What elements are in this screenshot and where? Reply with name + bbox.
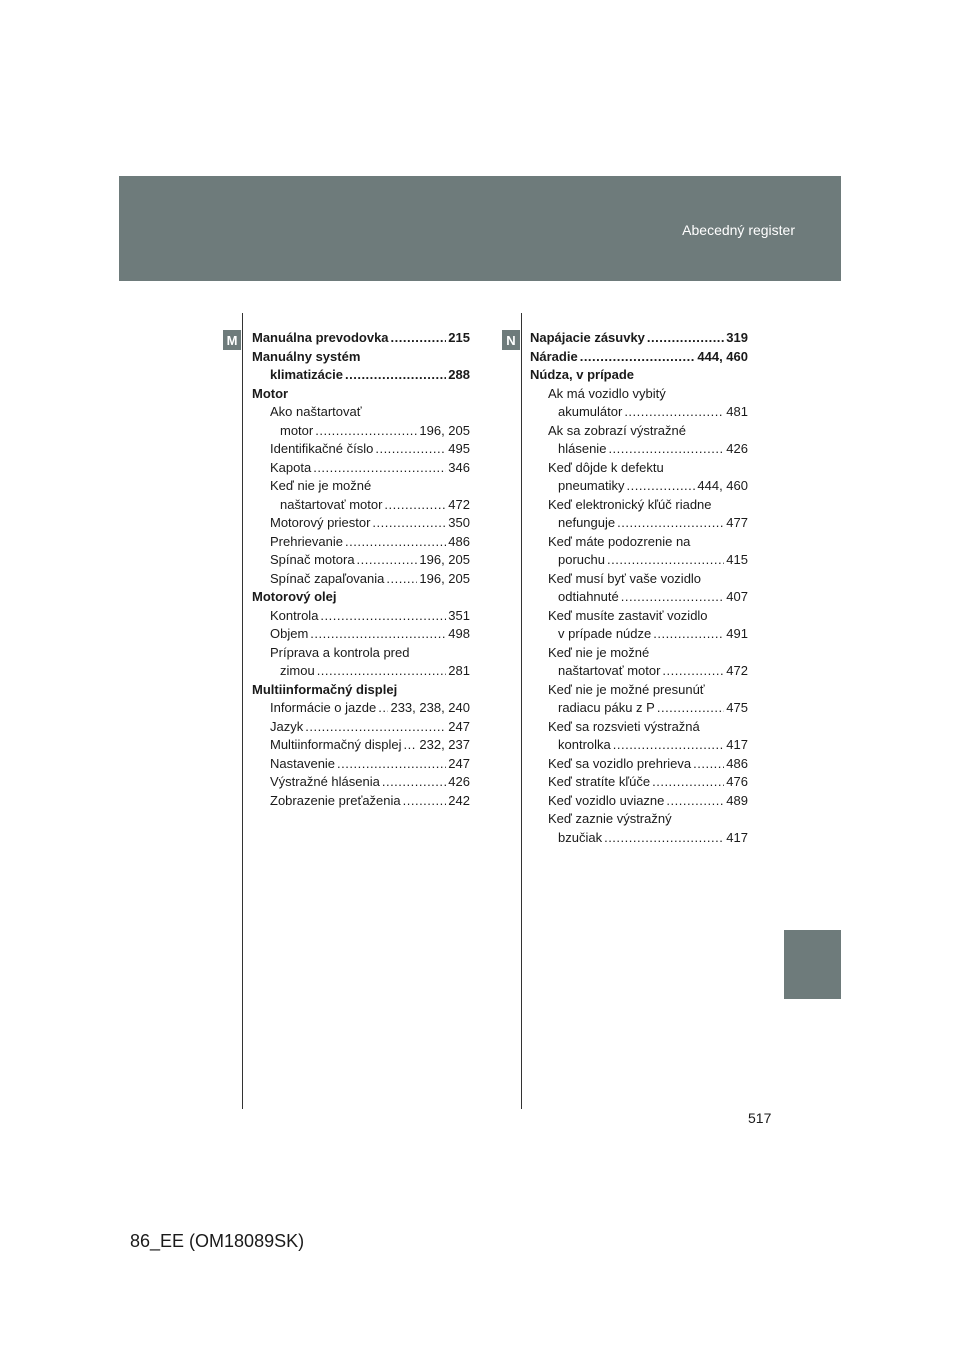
- index-entry-term: Spínač zapaľovania: [270, 570, 385, 586]
- index-entry-term: Motorový priestor: [270, 515, 371, 530]
- index-entry-pages: 350: [448, 515, 470, 530]
- column-divider-left: [242, 313, 243, 1109]
- dot-leader: [657, 699, 724, 718]
- index-entry-term: poruchu: [558, 552, 605, 567]
- dot-leader: [652, 773, 724, 792]
- index-entry: [530, 588, 748, 607]
- index-entry-term: Zobrazenie preťaženia: [270, 792, 401, 808]
- index-entry-pages: 489: [726, 792, 748, 808]
- index-entry: [530, 477, 748, 496]
- index-entry-term: Keď sa rozsvieti výstražná: [548, 718, 700, 734]
- index-entry-term: Kontrola: [270, 607, 319, 623]
- index-entry-term: nefunguje: [558, 515, 616, 530]
- index-entry: [252, 514, 470, 533]
- index-entry: [252, 366, 470, 385]
- index-entry: [530, 755, 748, 774]
- dot-leader: [391, 329, 447, 348]
- index-entry-term: odtiahnuté: [558, 589, 619, 604]
- index-entry-term: Keď nie je možné presunúť: [548, 681, 705, 697]
- index-entry-pages: 426: [726, 441, 748, 456]
- index-entry-pages: 481: [726, 404, 748, 419]
- index-entry-term: hlásenie: [558, 441, 607, 456]
- dot-leader: [626, 477, 695, 496]
- document-code: 86_EE (OM18089SK): [130, 1231, 305, 1251]
- dot-leader: [621, 588, 725, 607]
- index-entry-term: Ak má vozidlo vybitý: [548, 385, 666, 401]
- index-entry-term: Informácie o jazde: [270, 700, 377, 715]
- dot-leader: [315, 422, 417, 441]
- index-entry: [530, 810, 748, 829]
- thumb-tab: [784, 930, 841, 999]
- index-entry-term: Keď elektronický kľúč riadne: [548, 496, 712, 512]
- index-entry: [252, 773, 470, 792]
- index-entry: [252, 755, 470, 774]
- dot-leader: [662, 662, 724, 681]
- letter-marker-n: N: [502, 330, 520, 350]
- index-entry: [252, 422, 470, 441]
- dot-leader: [345, 366, 446, 385]
- dot-leader: [378, 699, 388, 718]
- index-entry: [530, 681, 748, 700]
- index-entry: [252, 681, 470, 700]
- index-entry-pages: 477: [726, 515, 748, 530]
- index-entry: [530, 644, 748, 663]
- index-entry-term: Multiinformačný displej: [270, 737, 402, 752]
- index-entry: [252, 329, 470, 348]
- index-entry: [530, 829, 748, 848]
- index-entry-term: Náradie: [530, 348, 578, 364]
- index-entry-pages: 242: [448, 792, 470, 808]
- header-band: [119, 176, 841, 281]
- page-number: 517: [748, 1110, 772, 1126]
- index-entry: [530, 385, 748, 404]
- index-entry-term: Prehrievanie: [270, 533, 343, 549]
- index-entry: [530, 440, 748, 459]
- index-entry-term: bzučiak: [558, 829, 603, 845]
- index-entry-term: motor: [280, 422, 314, 438]
- index-entry: [530, 459, 748, 478]
- index-entry: [530, 533, 748, 552]
- letter-marker-m: M: [223, 330, 241, 350]
- index-entry-pages: 346: [448, 459, 470, 475]
- index-entry: [530, 736, 748, 755]
- dot-leader: [384, 496, 446, 515]
- index-entry-term: klimatizácie: [270, 367, 343, 382]
- index-entry-pages: 417: [726, 829, 748, 845]
- index-entry-pages: 444, 460: [697, 348, 748, 364]
- index-entry: [530, 625, 748, 644]
- section-title: Abecedný register: [682, 222, 795, 238]
- index-entry: [252, 718, 470, 737]
- index-entry-pages: 491: [726, 626, 748, 641]
- index-entry: [530, 366, 748, 385]
- index-entry-term: Objem: [270, 626, 309, 641]
- index-entry-pages: 476: [726, 774, 748, 789]
- index-entry-term: Manuálna prevodovka: [252, 330, 389, 345]
- dot-leader: [404, 736, 418, 755]
- index-entry-pages: 472: [726, 663, 748, 678]
- index-entry-pages: 196, 205: [419, 552, 470, 567]
- index-entry: [252, 570, 470, 589]
- dot-leader: [357, 551, 418, 570]
- index-entry: [252, 644, 470, 663]
- index-entry: [530, 514, 748, 533]
- dot-leader: [624, 403, 724, 422]
- index-entry: [252, 607, 470, 626]
- index-entry-term: zimou: [280, 663, 315, 678]
- index-entry-pages: 281: [448, 663, 470, 678]
- index-entry: [252, 662, 470, 681]
- index-entry-pages: 247: [448, 755, 470, 771]
- index-entry-term: Manuálny systém: [252, 348, 361, 364]
- index-entry: [530, 348, 748, 367]
- index-entry-term: Keď nie je možné: [548, 644, 650, 660]
- index-entry: [530, 570, 748, 589]
- index-entry-term: Keď dôjde k defektu: [548, 459, 664, 475]
- index-entry-term: Keď musíte zastaviť vozidlo: [548, 607, 708, 623]
- index-entry-term: Keď máte podozrenie na: [548, 533, 691, 549]
- index-entry-pages: 486: [448, 533, 470, 549]
- index-entry-term: Keď musí byť vaše vozidlo: [548, 570, 702, 586]
- index-entry: [252, 551, 470, 570]
- index-entry-pages: 215: [448, 330, 470, 345]
- dot-leader: [313, 459, 446, 478]
- dot-leader: [305, 718, 446, 737]
- index-entry-term: Príprava a kontrola pred: [270, 644, 410, 660]
- index-entry-term: pneumatiky: [558, 478, 625, 493]
- dot-leader: [647, 329, 724, 348]
- index-entry-pages: 407: [726, 589, 748, 604]
- dot-leader: [375, 440, 446, 459]
- dot-leader: [386, 570, 417, 589]
- index-entry-pages: 444, 460: [697, 478, 748, 493]
- index-entry: [252, 477, 470, 496]
- index-entry-pages: 475: [726, 700, 748, 715]
- index-entry-term: akumulátor: [558, 404, 623, 419]
- index-entry: [530, 551, 748, 570]
- index-entry-pages: 196, 205: [419, 422, 470, 438]
- index-entry-pages: 319: [726, 330, 748, 345]
- index-entry-pages: 417: [726, 737, 748, 752]
- dot-leader: [345, 533, 446, 552]
- index-entry-term: Motor: [252, 385, 289, 401]
- dot-leader: [403, 792, 447, 811]
- index-entry: [530, 329, 748, 348]
- dot-leader: [608, 440, 724, 459]
- dot-leader: [382, 773, 446, 792]
- index-entry: [530, 607, 748, 626]
- index-entry: [252, 385, 470, 404]
- index-entry: [252, 348, 470, 367]
- index-entry-pages: 486: [726, 755, 748, 771]
- dot-leader: [604, 829, 724, 848]
- index-entry-term: Keď sa vozidlo prehrieva: [548, 755, 692, 771]
- index-entry-term: kontrolka: [558, 737, 611, 752]
- index-entry-term: Keď vozidlo uviazne: [548, 792, 665, 808]
- dot-leader: [613, 736, 725, 755]
- dot-leader: [607, 551, 724, 570]
- index-entry: [252, 792, 470, 811]
- index-entry-pages: 495: [448, 441, 470, 456]
- index-entry: [530, 403, 748, 422]
- index-entry: [252, 496, 470, 515]
- index-entry-term: Nastavenie: [270, 755, 336, 771]
- index-entry: [530, 699, 748, 718]
- index-entry-term: Núdza, v prípade: [530, 367, 635, 382]
- index-entry: [530, 496, 748, 515]
- index-entry: [530, 792, 748, 811]
- index-entry: [530, 422, 748, 441]
- index-entry-term: Jazyk: [270, 718, 304, 734]
- index-entry: [252, 625, 470, 644]
- index-entry-term: radiacu páku z P: [558, 700, 655, 715]
- index-entry-term: naštartovať motor: [558, 663, 661, 678]
- dot-leader: [317, 662, 447, 681]
- dot-leader: [617, 514, 724, 533]
- index-entry-term: Ak sa zobrazí výstražné: [548, 422, 686, 438]
- index-entry-term: Motorový olej: [252, 589, 337, 604]
- index-column-m: [252, 329, 470, 810]
- index-entry: [252, 459, 470, 478]
- index-entry-term: Keď nie je možné: [270, 478, 372, 493]
- index-entry-term: Multiinformačný displej: [252, 681, 398, 697]
- index-entry-pages: 196, 205: [419, 570, 470, 586]
- index-entry: [530, 773, 748, 792]
- index-entry-pages: 472: [448, 496, 470, 512]
- index-entry-term: Napájacie zásuvky: [530, 330, 645, 345]
- index-entry: [252, 533, 470, 552]
- index-entry-pages: 233, 238, 240: [390, 700, 470, 715]
- index-entry-pages: 247: [448, 718, 470, 734]
- dot-leader: [337, 755, 446, 774]
- index-entry-pages: 498: [448, 626, 470, 641]
- dot-leader: [666, 792, 724, 811]
- index-entry-pages: 351: [448, 607, 470, 623]
- index-entry-term: Kapota: [270, 459, 312, 475]
- index-entry: [530, 662, 748, 681]
- index-entry-pages: 232, 237: [419, 737, 470, 752]
- index-entry-term: Spínač motora: [270, 552, 355, 567]
- index-entry-pages: 288: [448, 367, 470, 382]
- index-entry-term: Výstražné hlásenia: [270, 774, 380, 789]
- index-entry-term: v prípade núdze: [558, 626, 652, 641]
- index-entry: [252, 403, 470, 422]
- index-entry-term: naštartovať motor: [280, 496, 383, 512]
- index-entry: [530, 718, 748, 737]
- index-entry-term: Identifikačné číslo: [270, 441, 374, 456]
- index-entry-term: Keď stratíte kľúče: [548, 774, 651, 789]
- index-entry: [252, 588, 470, 607]
- dot-leader: [320, 607, 446, 626]
- index-entry-term: Keď zaznie výstražný: [548, 811, 672, 826]
- dot-leader: [653, 625, 724, 644]
- dot-leader: [580, 348, 696, 367]
- index-entry-pages: 426: [448, 774, 470, 789]
- index-entry-pages: 415: [726, 552, 748, 567]
- index-column-n: [530, 329, 748, 847]
- dot-leader: [693, 755, 724, 774]
- column-divider-right: [521, 313, 522, 1109]
- index-entry: [252, 736, 470, 755]
- index-entry: [252, 699, 470, 718]
- index-entry-term: Ako naštartovať: [270, 404, 362, 419]
- dot-leader: [372, 514, 446, 533]
- dot-leader: [310, 625, 446, 644]
- index-entry: [252, 440, 470, 459]
